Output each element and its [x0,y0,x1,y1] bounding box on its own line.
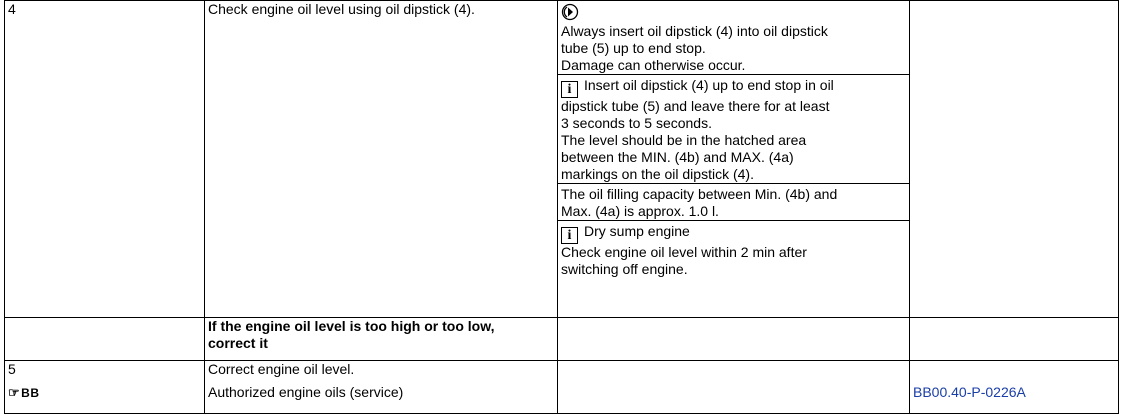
info-line: markings on the oil dipstick (4). [561,166,754,182]
capacity-line: The oil filling capacity between Min. (4b) and [561,186,838,202]
action-cell [205,361,558,414]
dry-sump-line: Check engine oil level within 2 min after [561,244,807,260]
notes-cell [558,361,910,414]
action-text: Check engine oil level using oil dipstick (4). [208,1,475,17]
reference-cell [910,361,1119,414]
caution-icon [561,3,579,21]
capacity-note [558,183,909,220]
info-icon: i [561,227,578,244]
info-line: dipstick tube (5) and leave there for at least [561,98,830,114]
action-cell [205,318,558,361]
caution-note [561,1,906,74]
action-line: Correct engine oil level. [208,361,355,377]
action-cell [205,1,558,318]
step-number: 5 [8,361,16,377]
caution-line: Damage can otherwise occur. [561,57,746,73]
caution-line: tube (5) up to end stop. [561,40,706,56]
reference-link[interactable]: BB00.40-P-0226A [913,384,1026,400]
table-row [5,318,1119,361]
info-line: Insert oil dipstick (4) up to end stop in oil [584,77,834,93]
dry-sump-line: switching off engine. [561,261,688,277]
caution-line: Always insert oil dipstick (4) into oil dipstick [561,23,828,39]
step-cell [5,318,205,361]
reference-cell [910,1,1119,318]
step-number: 4 [8,1,16,17]
step-cell [5,361,205,414]
dry-sump-title: Dry sump engine [584,223,690,239]
reference-cell [910,318,1119,361]
action-line: Authorized engine oils (service) [208,384,404,400]
info-note [558,74,909,183]
info-icon: i [561,81,578,98]
info-line: 3 seconds to 5 seconds. [561,115,712,131]
table-row [5,1,1119,318]
notes-cell [558,1,910,318]
table-row [5,361,1119,414]
step-cell [5,1,205,318]
procedure-table [4,0,1119,414]
dry-sump-note [558,220,909,278]
info-line: between the MIN. (4b) and MAX. (4a) [561,149,794,165]
notes-cell [558,318,910,361]
capacity-line: Max. (4a) is approx. 1.0 l. [561,203,719,219]
ref-label: BB [21,386,40,400]
info-line: The level should be in the hatched area [561,132,807,148]
pointing-hand-icon: ☞BB [8,385,40,400]
condition-line: correct it [208,335,268,351]
condition-line: If the engine oil level is too high or too low, [208,318,495,334]
